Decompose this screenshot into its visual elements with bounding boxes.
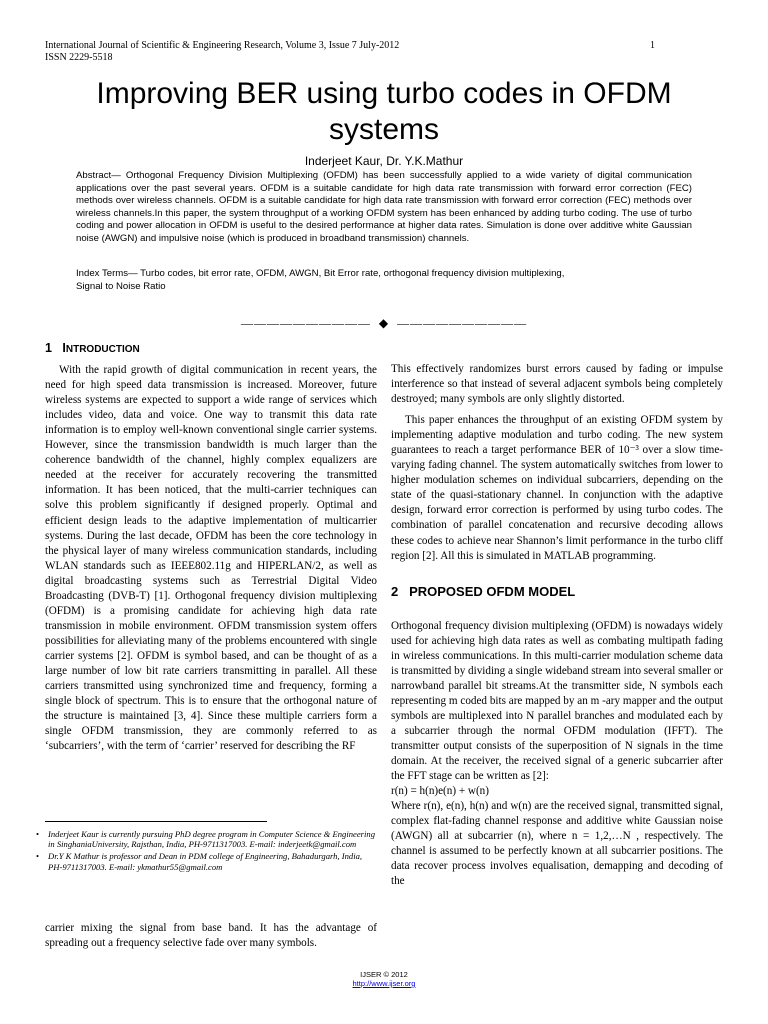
left-column [45, 341, 377, 754]
section-1-paragraph-1: With the rapid growth of digital communication in recent years, the need for high speed data transmission is increased. Moreover, future wireless systems are expected to support a wide range of services which includes video, data and voice. One way to transmit this data rate information is to employ well-known conventional single carrier systems. However, since the transmission bandwidth is much larger than the coherence bandwidth of the channel, highly complex equalizers are needed at the receiver for accurately recovering the transmitted information. It has been noticed, that the multi-carrier techniques can solve this problem significantly if designed properly. Optimal and efficient design leads to the adaptive implementation of multicarrier systems. During the last decade, OFDM has been the core technology in the physical layer of many wireless communication standards, including WLAN standards such as IEEE802.11g and HIPERLAN/2, as well as digital broadcasting systems such as Terrestrial Digital Video Broadcasting (DVB-T) [1]. Orthogonal frequency division multiplexing (OFDM) is a promising candidate for achieving high data rate transmission in mobile environment. OFDM transmission system offers possibilities for alleviating many of the problems encountered with single carrier systems [2]. OFDM is symbol based, and can be thought of as a large number of low bit rate carriers transmitting in parallel. All these carriers transmitted using synchronized time and frequency, forming a single block of spectrum. This is to ensure that the orthogonal nature of the structure is maintained [3, 4]. Since these multiple carriers form a single OFDM transmission, they are commonly referred to as ‘subcarriers’, with the term of ‘carrier’ reserved for describing the RF [45, 364, 377, 753]
section-2-paragraph-1: Orthogonal frequency division multiplexing (OFDM) is nowadays widely used for achieving high data rates as well as combating multipath fading in wireless communications. In this multi-carrier modulation scheme data is transmitted by dividing a single wideband stream into several smaller or narrowband parallel bit streams.At the transmitter side, N symbols each representing m coded bits are mapped by an m -ary mapper and the output symbols are multiplexed into N parallel branches and modulated each by a subcarrier through the normal OFDM modulation (IFFT). The transmitter output consists of the superposition of N signals in the time domain. At the receiver, the received signal of a generic subcarrier after the FFT stage can be written as [2]: [391, 619, 723, 783]
abstract: Abstract— Orthogonal Frequency Division Multiplexing (OFDM) has been successfully applied to a wide variety of digital communication applications over the past several years. OFDM is a suitable candidate for high data rate transmission with forward error correction (FEC) methods over wireless channels. OFDM is a suitable candidate for high data rate transmission with forward error correction (FEC) methods over wireless channels.In this paper, the system throughput of a working OFDM system has been enhanced by adding turbo coding. The use of turbo coding and power allocation in OFDM is useful to the desired performance at higher data rates. Simulation is done over additive white Gaussian noise (AWGN) and impulsive noise (which is produced in broadband transmission) channels. [76, 170, 692, 244]
journal-link[interactable]: http://www.ijser.org [352, 979, 416, 988]
section-2-number: 2 [391, 583, 399, 599]
journal-name: International Journal of Scientific & Engineering Research, Volume 3, Issue 7 July-2012 [45, 40, 400, 51]
page-number: 1 [650, 40, 655, 51]
section-1-title-rest: NTRODUCTION [65, 344, 140, 355]
section-1-paragraph-3: This paper enhances the throughput of an existing OFDM system by implementing adaptive modulation and turbo coding. The new system guarantees to reach a target performance BER of 10⁻³ over a slow time-varying fading channel. The system automatically switches from lower to higher modulation schemes on individual subcarriers, depending on the state of the quasi-stationary channel. In conjunction with the adaptive design, forward error correction is performed by using turbo codes. The combination of parallel concatenation and recursive decoding allows these codes to achieve near Shannon’s limit performance in the turbo cliff region [2]. All this is simulated in MATLAB programming. [391, 414, 723, 562]
footnote-author-2: • Dr.Y K Mathur is professor and Dean in PDM college of Engineering, Bahadurgarh, India, PH-9711317003. E-mail: ykmathur55@gmail.com [36, 851, 376, 871]
authors: Inderjeet Kaur, Dr. Y.K.Mathur [304, 154, 464, 168]
right-column [391, 362, 723, 890]
paper-title: Improving BER using turbo codes in OFDM systems [96, 77, 672, 146]
footnotes [36, 829, 376, 874]
journal-header [45, 40, 399, 64]
index-terms [76, 267, 692, 293]
page-footer [0, 970, 768, 988]
section-1-number: 1 [45, 341, 52, 355]
section-1-title-initial: I [62, 341, 66, 355]
section-1-continuation: carrier mixing the signal from base band. It has the advantage of spreading out a frequency selective fade over many symbols. [45, 922, 377, 950]
section-2-paragraph-2: Where r(n), e(n), h(n) and w(n) are the received signal, transmitted signal, complex flat-fading channel response and additive white Gaussian noise (AWGN) all at subcarrier (n), where n = 1,2,…N , respectively. The channel is assumed to be perfectly known at all subcarrier positions. The data recover process involves equalisation, demapping and decoding of the [391, 800, 723, 888]
section-1-paragraph-2: This effectively randomizes burst errors caused by fading or impulse interference so that instead of several adjacent symbols being completely destroyed; many symbols are only slightly distorted. [391, 363, 723, 406]
footnote-rule [45, 821, 267, 822]
copyright: IJSER © 2012 [360, 970, 408, 979]
index-terms-line2: Signal to Noise Ratio [76, 281, 166, 292]
section-2-title: PROPOSED OFDM MODEL [409, 583, 576, 599]
section-1-heading [45, 341, 377, 357]
section-separator: —————————— ◆ —————————— [240, 316, 528, 330]
issn: ISSN 2229-5518 [45, 52, 113, 63]
equation-1: r(n) = h(n)e(n) + w(n) [391, 785, 489, 798]
section-2-heading [391, 584, 723, 599]
index-terms-line1: Index Terms— Turbo codes, bit error rate, OFDM, AWGN, Bit Error rate, orthogonal frequency division multiplexing, [76, 268, 565, 279]
footnote-author-1: • Inderjeet Kaur is currently pursuing PhD degree program in Computer Science & Engineering in SinghaniaUniversity, Rajsthan, India, PH-9711317003. E-mail: inderjeetk@gmail.com [36, 829, 376, 849]
